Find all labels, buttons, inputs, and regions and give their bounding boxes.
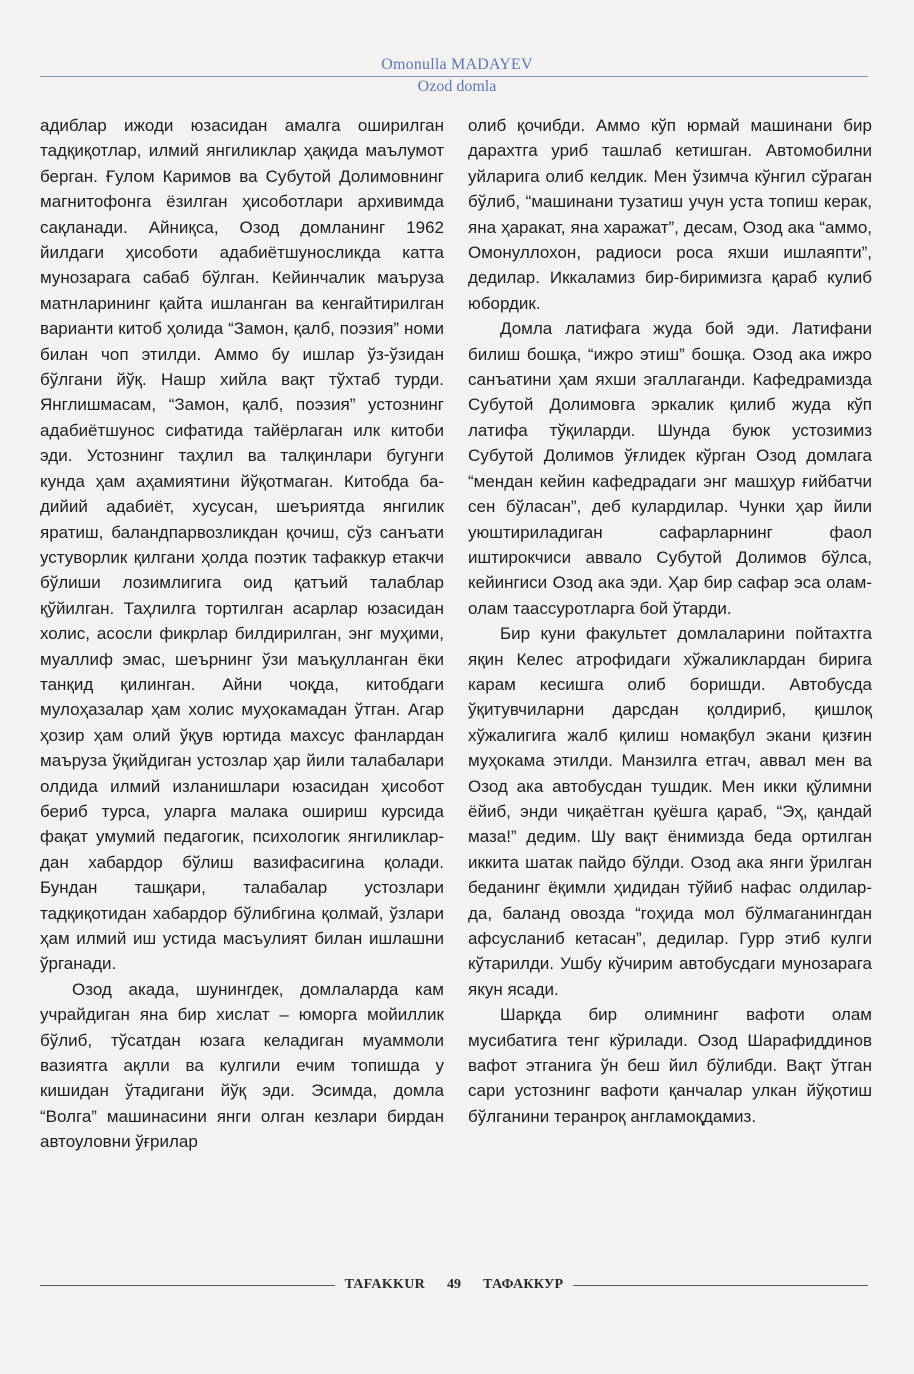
footer-label-latin: TAFAKKUR: [344, 1277, 426, 1292]
footer-label-cyrillic: ТАФАККУР: [483, 1277, 564, 1292]
header-divider: [40, 76, 868, 77]
paragraph: Бир куни факультет домлаларини пойтахтга яқин Келес атрофидаги хўжаликлардан бирига карам кесишга олиб боришди. Автобусда ўқитувчиларни дарсдан қолдириб, қишлоқ хўжалигига жалб қилиш номақбул экани қизғин муҳокама этилди. Манзилга етгач, аввал мен ва Озод ака автобусдан тушдик. Мен икки қўлимни ёйиб, энди чиқаётган қуёшга қараб, “Эҳ, қандай маза!” дедим. Шу вақт ёнимизда беда ортилган иккита шатак пайдо бўлди. Озод ака янги ўрилган беданинг ёқимли ҳидидан тўйиб нафас олдилар-да, баланд овозда “гоҳида мол бўлмаганингдан афсусланиб кетасан”, дедилар. Гурр этиб кулги кўтарилди. Ушбу кўчирим автобусдаги мунозарага якун ясади.: [468, 624, 872, 999]
page-number: 49: [447, 1277, 462, 1292]
header-title: Ozod domla: [417, 78, 497, 95]
page-footer: [40, 1273, 868, 1297]
left-column: [40, 113, 444, 1155]
paragraph: Шарқда бир олимнинг вафоти олам мусибатига тенг кўрилади. Озод Шарафиддинов вафот этганига ўн беш йил бўлибди. Вақт ўтган сари устознинг вафоти қанчалар улкан йўқотиш бўлганини теранроқ англамоқдамиз.: [468, 1005, 872, 1126]
header-author: Omonulla MADAYEV: [381, 56, 533, 73]
right-column: [468, 113, 872, 1129]
footer-rule-right: [573, 1285, 868, 1286]
paragraph: Домла латифага жуда бой эди. Латифани билиш бошқа, “ижро этиш” бошқа. Озод ака ижро санъатини ҳам яхши эгаллаганди. Кафедрамизда Субутой Долимовга эркалик қилиб жуда кўп латифа тўқиларди. Шунда буюк устозимиз Субутой Долимов ўғлидек кўрган Озод домлага “мендан кейин кафедрадаги энг машҳур ғийбатчи сен бўласан”, деб кулардилар. Чунки ҳар йили уюштириладиган сафарларнинг фаол иштирокчиси аввало Субутой Долимов бўлса, кейингиси Озод ака эди. Ҳар бир сафар эса олам-олам таассуротларга бой ўтарди.: [468, 319, 872, 618]
paragraph: олиб қочибди. Аммо кўп юрмай машинани бир дарахтга уриб ташлаб кетишган. Автомобилни уйларига олиб келдик. Мен ўзимча кўнгил сўраган бўлиб, “машинани тузатиш учун уста топиш керак, яна ҳаракат, яна харажат”, десам, Озод ака “аммо, Омонуллохон, радиоси роса яхши ишлаяпти”, дедилар. Иккаламиз бир-биримизга қараб кулиб юбордик.: [468, 116, 872, 313]
paragraph: Озод акада, шунингдек, домлаларда кам учрайдиган яна бир хислат – юморга мойиллик бўлиб, тўсатдан юзага келадиган муаммоли вазиятга ақлли ва кулгили ечим топишда у кишидан ўтадигани йўқ эди. Эсимда, домла “Волга” машинасини янги олган кезлари бирдан автоуловни ўғрилар: [40, 979, 444, 1152]
paragraph: адиблар ижоди юзасидан амалга оширилган тадқиқотлар, илмий янгиликлар ҳақида маълумот берган. Ғулом Каримов ва Субутой Долимовнинг магнитофонга ёзилган ҳисоботлари архивимда сақланади. Айниқса, Озод домланинг 1962 йилдаги ҳисоботи адабиётшуносликда катта мунозарага сабаб бўлган. Кейинчалик маъруза матнларининг қайта ишланган ва кенгайтирилган варианти китоб ҳолида “Замон, қалб, поэзия” номи билан чоп этилди. Аммо бу ишлар ўз-ўзидан бўлгани йўқ. Нашр хийла вақт тўхтаб турди. Янглишмасам, “Замон, қалб, поэзия” устознинг адабиётшунос сифатида тайёрлаган илк китоби эди. Устознинг таҳлил ва талқинлари бугунги кунда ҳам аҳамиятини йўқотмаган. Китобда бадийий адабиёт, хусусан, шеъриятда янгилик яратиш, баландпарвозликдан қочиш, сўз санъати устуворлик қилгани ҳолда поэтик тафаккур етакчи бўлиши лозимлигига оид қатъий талаблар қўйилган. Таҳлилга тортилган асарлар юзасидан холис, асосли фикрлар билдирилган, энг муҳими, муаллиф эмас, шеърнинг ўзи маъқулланган ёки танқид қилинган. Айни чоқда, китобдаги мулоҳазалар ҳам холис муҳокамадан ўтган. Агар ҳозир ҳам олий ўқув юртида махсус фанлардан маъруза ўқийдиган устозлар ҳар йили талабалари олдида илмий изланишлари юзасидан ҳисобот бериб турса, уларга малака ошириш курсида фақат умумий педагогик, психологик янгиликлардан хабардор бўлиш вазифасигина қолади. Бундан ташқари, талабалар устозлари тадқиқотидан хабардор бўлибгина қолмай, ўзлари ҳам илмий иш устида масъулият билан ишлашни ўрганади.: [40, 116, 444, 974]
footer-rule-left: [40, 1285, 335, 1286]
